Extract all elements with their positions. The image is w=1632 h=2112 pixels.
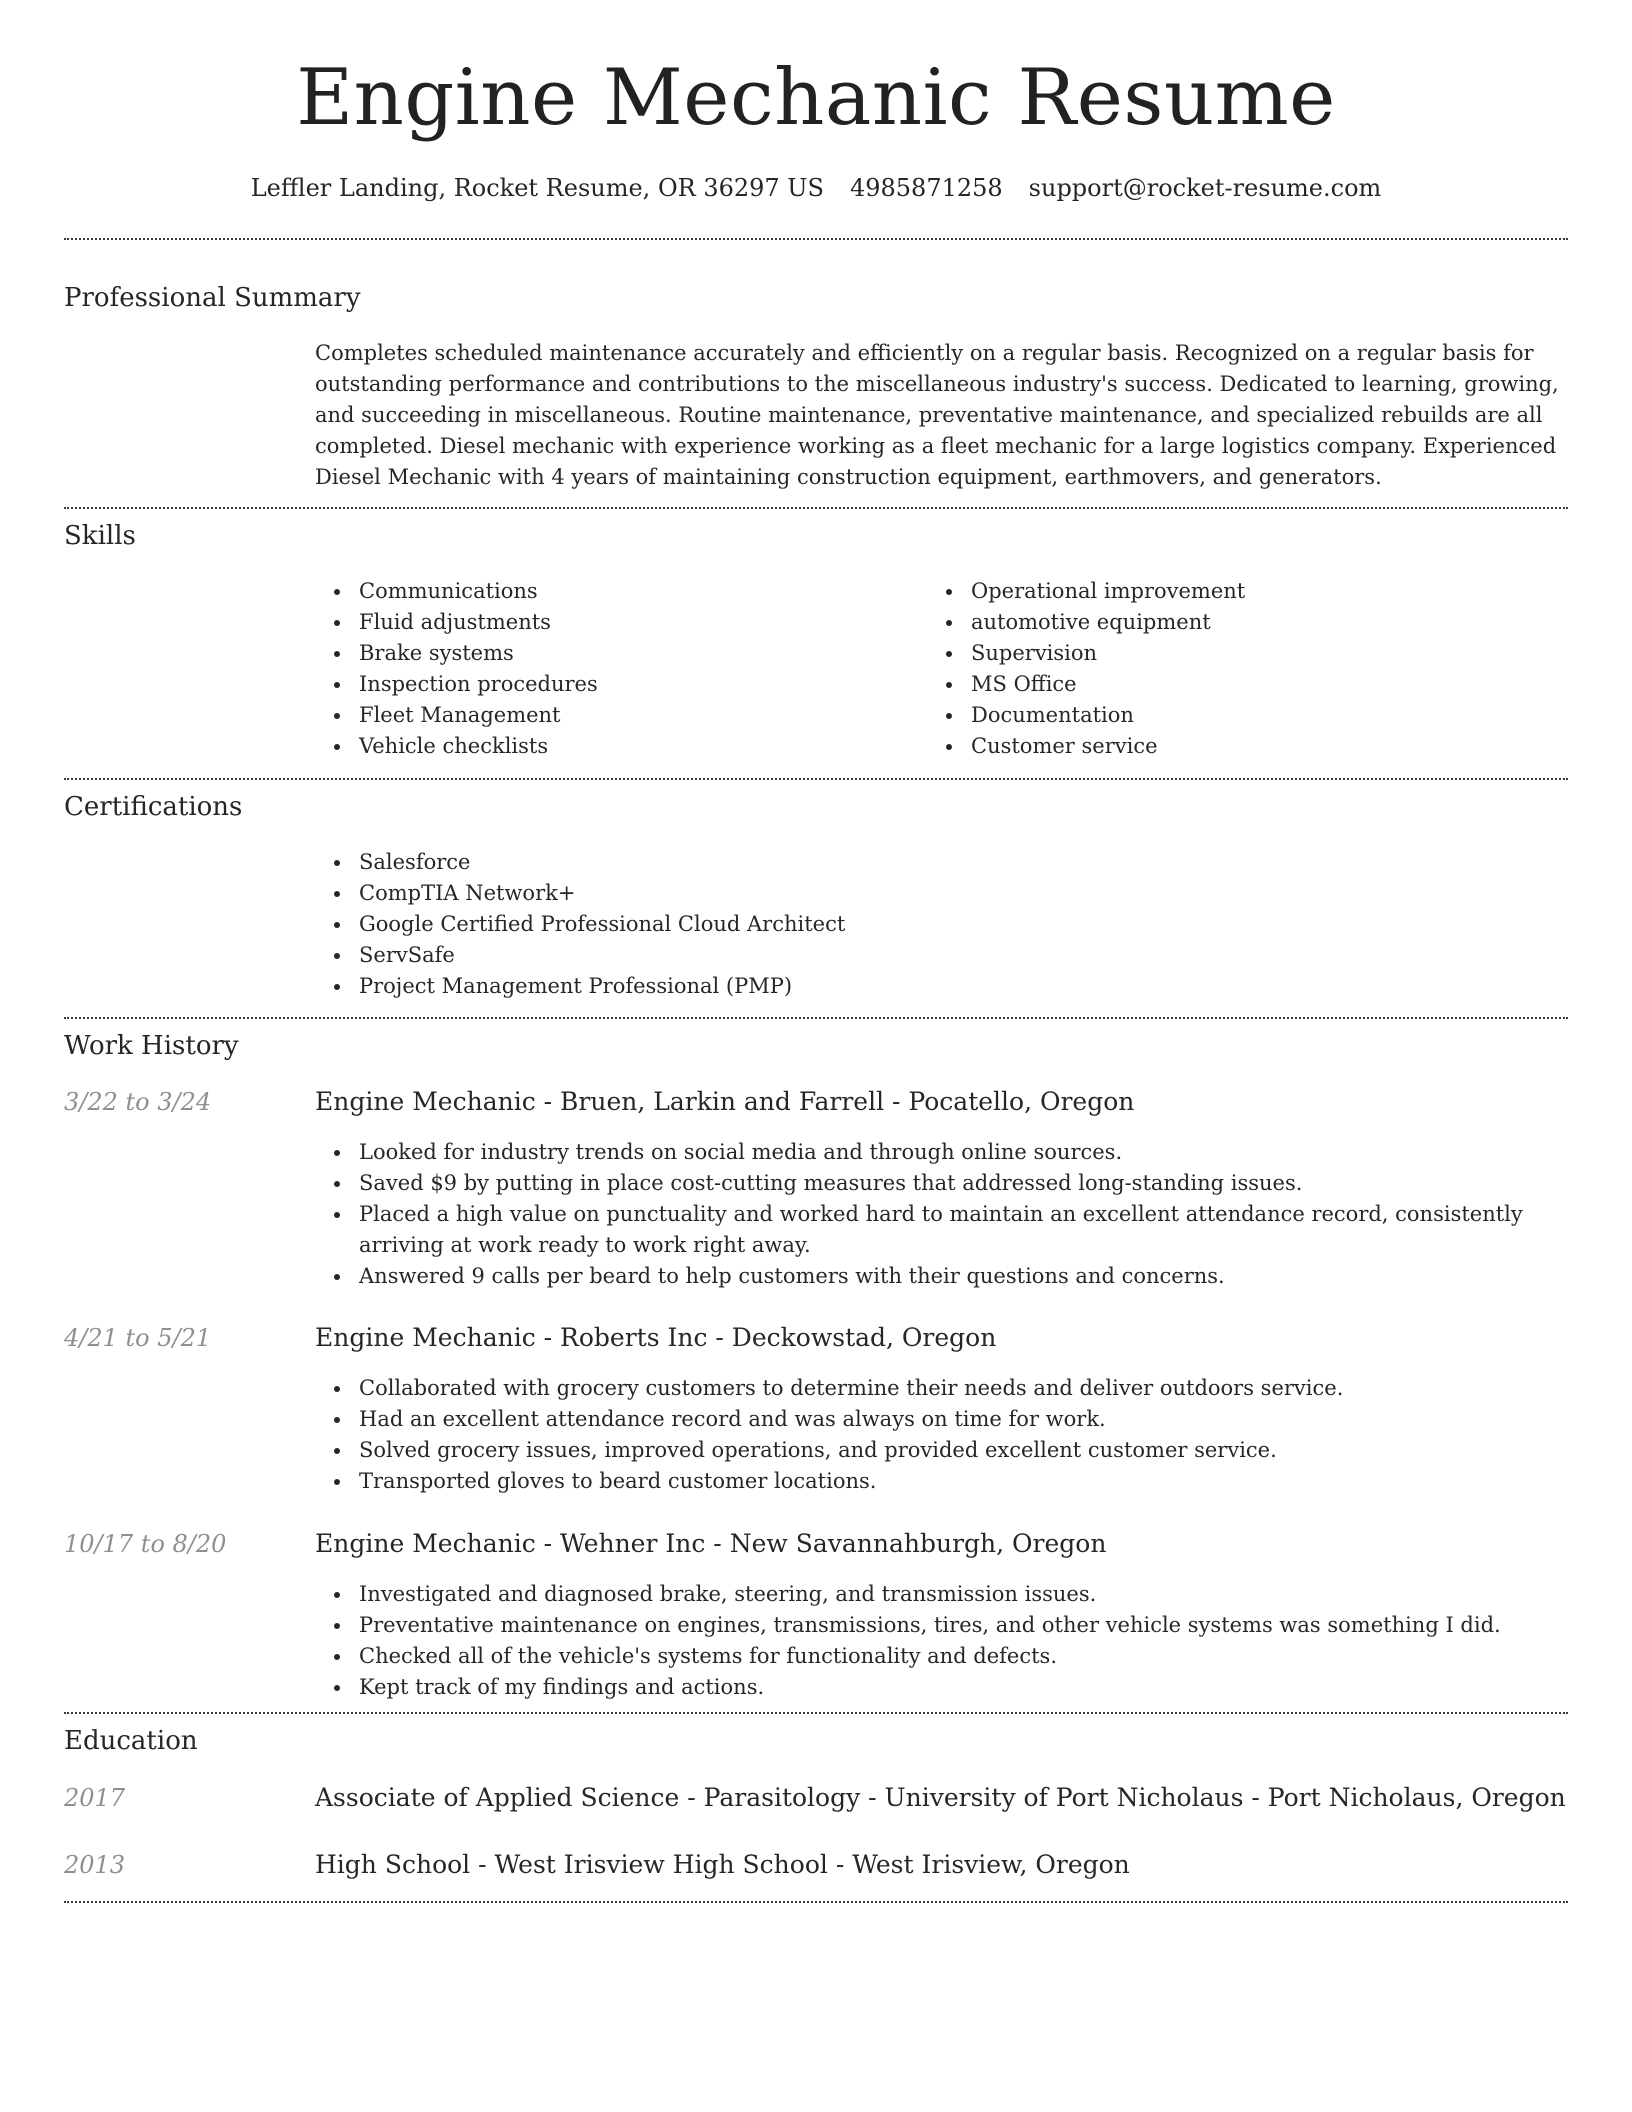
certification-item: Salesforce <box>315 847 1565 878</box>
education-title: High School - West Irisview High School - West Irisview, Oregon <box>315 1850 1130 1879</box>
education-year: 2017 <box>64 1784 126 1812</box>
resume-title: Engine Mechanic Resume <box>296 53 1336 143</box>
job-bullet: Had an excellent attendance record and was always on time for work. <box>315 1404 1565 1435</box>
job-bullet: Investigated and diagnosed brake, steering, and transmission issues. <box>315 1579 1565 1610</box>
section-heading-summary: Professional Summary <box>64 283 361 313</box>
skill-item: Communications <box>315 576 915 607</box>
email: support@rocket-resume.com <box>1028 174 1382 202</box>
job-bullet: Looked for industry trends on social media and through online sources. <box>315 1137 1565 1168</box>
job-title: Engine Mechanic - Wehner Inc - New Savannahburgh, Oregon <box>315 1529 1107 1558</box>
section-heading-skills: Skills <box>64 521 136 551</box>
skill-item: Brake systems <box>315 638 915 669</box>
skill-item: Fleet Management <box>315 700 915 731</box>
job-bullets <box>315 1579 1565 1703</box>
certifications-list <box>315 847 1565 1002</box>
divider <box>64 778 1568 780</box>
section-heading-work-history: Work History <box>64 1031 239 1061</box>
job-bullet: Checked all of the vehicle's systems for functionality and defects. <box>315 1641 1565 1672</box>
certification-item: CompTIA Network+ <box>315 878 1565 909</box>
job-bullet: Answered 9 calls per beard to help customers with their questions and concerns. <box>315 1261 1565 1292</box>
divider <box>64 238 1568 240</box>
job-dates: 3/22 to 3/24 <box>64 1088 212 1116</box>
certification-item: ServSafe <box>315 940 1565 971</box>
job-bullets <box>315 1137 1565 1292</box>
job-bullet: Transported gloves to beard customer locations. <box>315 1466 1565 1497</box>
divider <box>64 1901 1568 1903</box>
job-bullet: Preventative maintenance on engines, transmissions, tires, and other vehicle systems was something I did. <box>315 1610 1565 1641</box>
skill-item: Documentation <box>927 700 1527 731</box>
section-heading-education: Education <box>64 1726 198 1756</box>
education-year: 2013 <box>64 1851 126 1879</box>
job-title: Engine Mechanic - Roberts Inc - Deckowstad, Oregon <box>315 1323 997 1352</box>
summary-text: Completes scheduled maintenance accurately and efficiently on a regular basis. Recognized on a regular basis for outstanding performance and contributions to the miscellaneous industry's success. Dedicated to learning, growing, and succeeding in miscellaneous. Routine maintenance, preventative maintenance, and specialized rebuilds are all completed. Diesel mechanic with experience working as a fleet mechanic for a large logistics company. Experienced Diesel Mechanic with 4 years of maintaining construction equipment, earthmovers, and generators. <box>315 341 1559 489</box>
job-bullets <box>315 1373 1565 1497</box>
skill-item: automotive equipment <box>927 607 1527 638</box>
phone: 4985871258 <box>849 174 1003 202</box>
section-heading-certifications: Certifications <box>64 792 243 822</box>
divider <box>64 1712 1568 1714</box>
skill-item: Fluid adjustments <box>315 607 915 638</box>
job-bullet: Saved $9 by putting in place cost-cutting measures that addressed long-standing issues. <box>315 1168 1565 1199</box>
certification-item: Project Management Professional (PMP) <box>315 971 1565 1002</box>
skill-item: Supervision <box>927 638 1527 669</box>
skill-item: MS Office <box>927 669 1527 700</box>
certification-item: Google Certified Professional Cloud Architect <box>315 909 1565 940</box>
job-bullet: Collaborated with grocery customers to determine their needs and deliver outdoors service. <box>315 1373 1565 1404</box>
skill-item: Customer service <box>927 731 1527 762</box>
job-title: Engine Mechanic - Bruen, Larkin and Farrell - Pocatello, Oregon <box>315 1087 1135 1116</box>
skill-item: Operational improvement <box>927 576 1527 607</box>
skills-list-right <box>927 576 1527 762</box>
address: Leffler Landing, Rocket Resume, OR 36297 US <box>250 174 824 202</box>
contact-line <box>0 168 1632 208</box>
job-bullet: Placed a high value on punctuality and worked hard to maintain an excellent attendance record, consistently arriving at work ready to work right away. <box>315 1199 1565 1261</box>
skill-item: Vehicle checklists <box>315 731 915 762</box>
job-bullet: Kept track of my findings and actions. <box>315 1672 1565 1703</box>
job-dates: 4/21 to 5/21 <box>64 1324 212 1352</box>
job-dates: 10/17 to 8/20 <box>64 1530 227 1558</box>
skill-item: Inspection procedures <box>315 669 915 700</box>
divider <box>64 507 1568 509</box>
skills-list-left <box>315 576 915 762</box>
education-title: Associate of Applied Science - Parasitology - University of Port Nicholaus - Port Nicholaus, Oregon <box>315 1783 1566 1812</box>
divider <box>64 1017 1568 1019</box>
job-bullet: Solved grocery issues, improved operations, and provided excellent customer service. <box>315 1435 1565 1466</box>
